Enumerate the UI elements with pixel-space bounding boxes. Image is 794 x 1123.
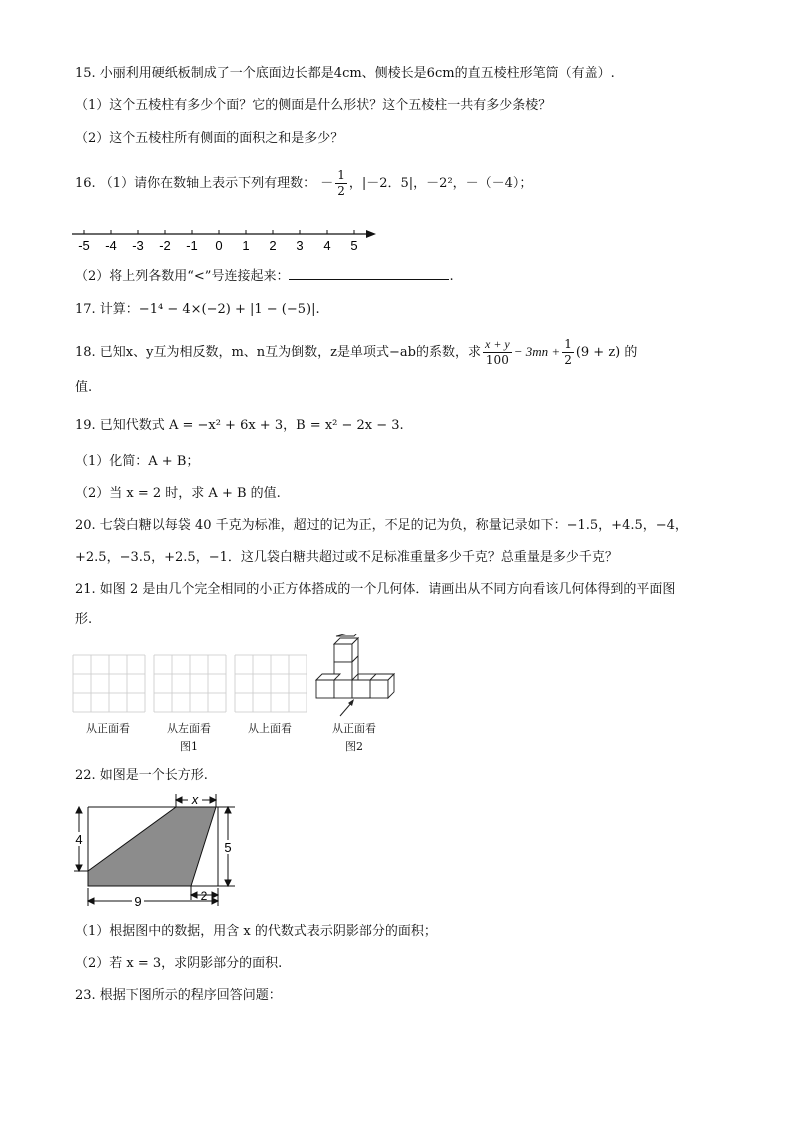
number-line-tick-label: 0	[215, 238, 223, 253]
q18-title: 18. 已知x、y互为相反数，m、n互为倒数，z是单项式−ab的系数，求 $\frac{x + y}{100}$ − 3mn + $\frac{1}{2}$ (9 + z) 的	[75, 337, 638, 367]
dim-2-label: 2	[200, 889, 208, 903]
cube-stack-figure	[312, 634, 407, 724]
number-line-tick-label: -1	[186, 238, 198, 253]
q19-part1: （1）化简：A + B；	[75, 454, 200, 469]
q15-title: 15. 小丽利用硬纸板制成了一个底面边长都是4cm、侧棱长是6cm的直五棱柱形笔筒（有盖）.	[75, 66, 615, 81]
q17-title: 17. 计算：−1⁴ − 4×(−2) + |1 − (−5)|.	[75, 302, 320, 317]
drawing-grid[interactable]	[235, 655, 307, 712]
dim-4-label: 4	[75, 832, 83, 847]
drawing-grids	[72, 654, 307, 716]
q15-part1: （1）这个五棱柱有多少个面？它的侧面是什么形状？这个五棱柱一共有多少条棱？	[75, 98, 552, 113]
q16-part2: （2）将上列各数用“<”号连接起来： .	[75, 265, 454, 287]
number-line-tick-label: 5	[350, 238, 358, 253]
grid-label-front: 从正面看	[86, 722, 130, 735]
grid-label-top: 从上面看	[248, 722, 292, 735]
number-line-tick-label: -2	[159, 238, 171, 253]
number-line-tick-label: 1	[242, 238, 250, 253]
q18-fraction-1: $\frac{x + y}{100}$	[485, 337, 510, 367]
q20-line1: 20. 七袋白糖以每袋 40 千克为标准，超过的记为正，不足的记为负，称量记录如下：−1.5，+4.5，−4，	[75, 518, 688, 533]
number-line-tick-label: -3	[132, 238, 144, 253]
fig1-label: 图1	[180, 740, 198, 753]
number-line-tick-label: -4	[105, 238, 117, 253]
dim-x-label: x	[191, 792, 199, 807]
grid-label-left: 从左面看	[167, 722, 211, 735]
shaded-region	[88, 807, 216, 886]
number-line-tick-label: 2	[269, 238, 277, 253]
q22-part1: （1）根据图中的数据，用含 x 的代数式表示阴影部分的面积；	[75, 924, 437, 939]
q21-line2: 形.	[75, 612, 93, 627]
number-line-tick-label: -5	[78, 238, 90, 253]
cube-view-label: 从正面看	[332, 722, 376, 735]
q20-line2: +2.5，−3.5，+2.5，−1．这几袋白糖共超过或不足标准重量多少千克？总重量是多少千克？	[75, 550, 618, 565]
q16-rest: ，|－2．5|，－2²，－（－4）；	[348, 176, 533, 191]
q15-part2: （2）这个五棱柱所有侧面的面积之和是多少？	[75, 131, 344, 146]
q22-part2: （2）若 x = 3，求阴影部分的面积.	[75, 956, 283, 971]
q16-lead: 16. （1）请你在数轴上表示下列有理数：	[75, 176, 317, 191]
q21-line1: 21. 如图 2 是由几个完全相同的小正方体搭成的一个几何体．请画出从不同方向看该几何体得到的平面图	[75, 582, 676, 597]
number-line	[70, 220, 390, 254]
q16-title: 16. （1）请你在数轴上表示下列有理数： － $\frac{1}{2}$ ，|－2．5|，－2²，－（－4）；	[75, 168, 533, 198]
drawing-grid[interactable]	[73, 655, 145, 712]
drawing-grid[interactable]	[154, 655, 226, 712]
q18-fraction-2: $\frac{1}{2}$	[564, 337, 572, 367]
q18-line2: 值.	[75, 380, 93, 395]
dim-5-label: 5	[224, 840, 232, 855]
dim-9-label: 9	[134, 894, 142, 909]
number-line-tick-label: 3	[296, 238, 304, 253]
q22-title: 22. 如图是一个长方形.	[75, 768, 208, 783]
q19-title: 19. 已知代数式 A = −x² + 6x + 3，B = x² − 2x − 3.	[75, 418, 404, 433]
answer-blank[interactable]	[289, 265, 449, 280]
fig2-label: 图2	[345, 740, 363, 753]
number-line-tick-label: 4	[323, 238, 331, 253]
q19-part2: （2）当 x = 2 时，求 A + B 的值.	[75, 486, 281, 501]
rectangle-figure	[70, 788, 245, 913]
q16-fraction: $\frac{1}{2}$	[337, 168, 345, 198]
q23-title: 23. 根据下图所示的程序回答问题：	[75, 988, 282, 1003]
